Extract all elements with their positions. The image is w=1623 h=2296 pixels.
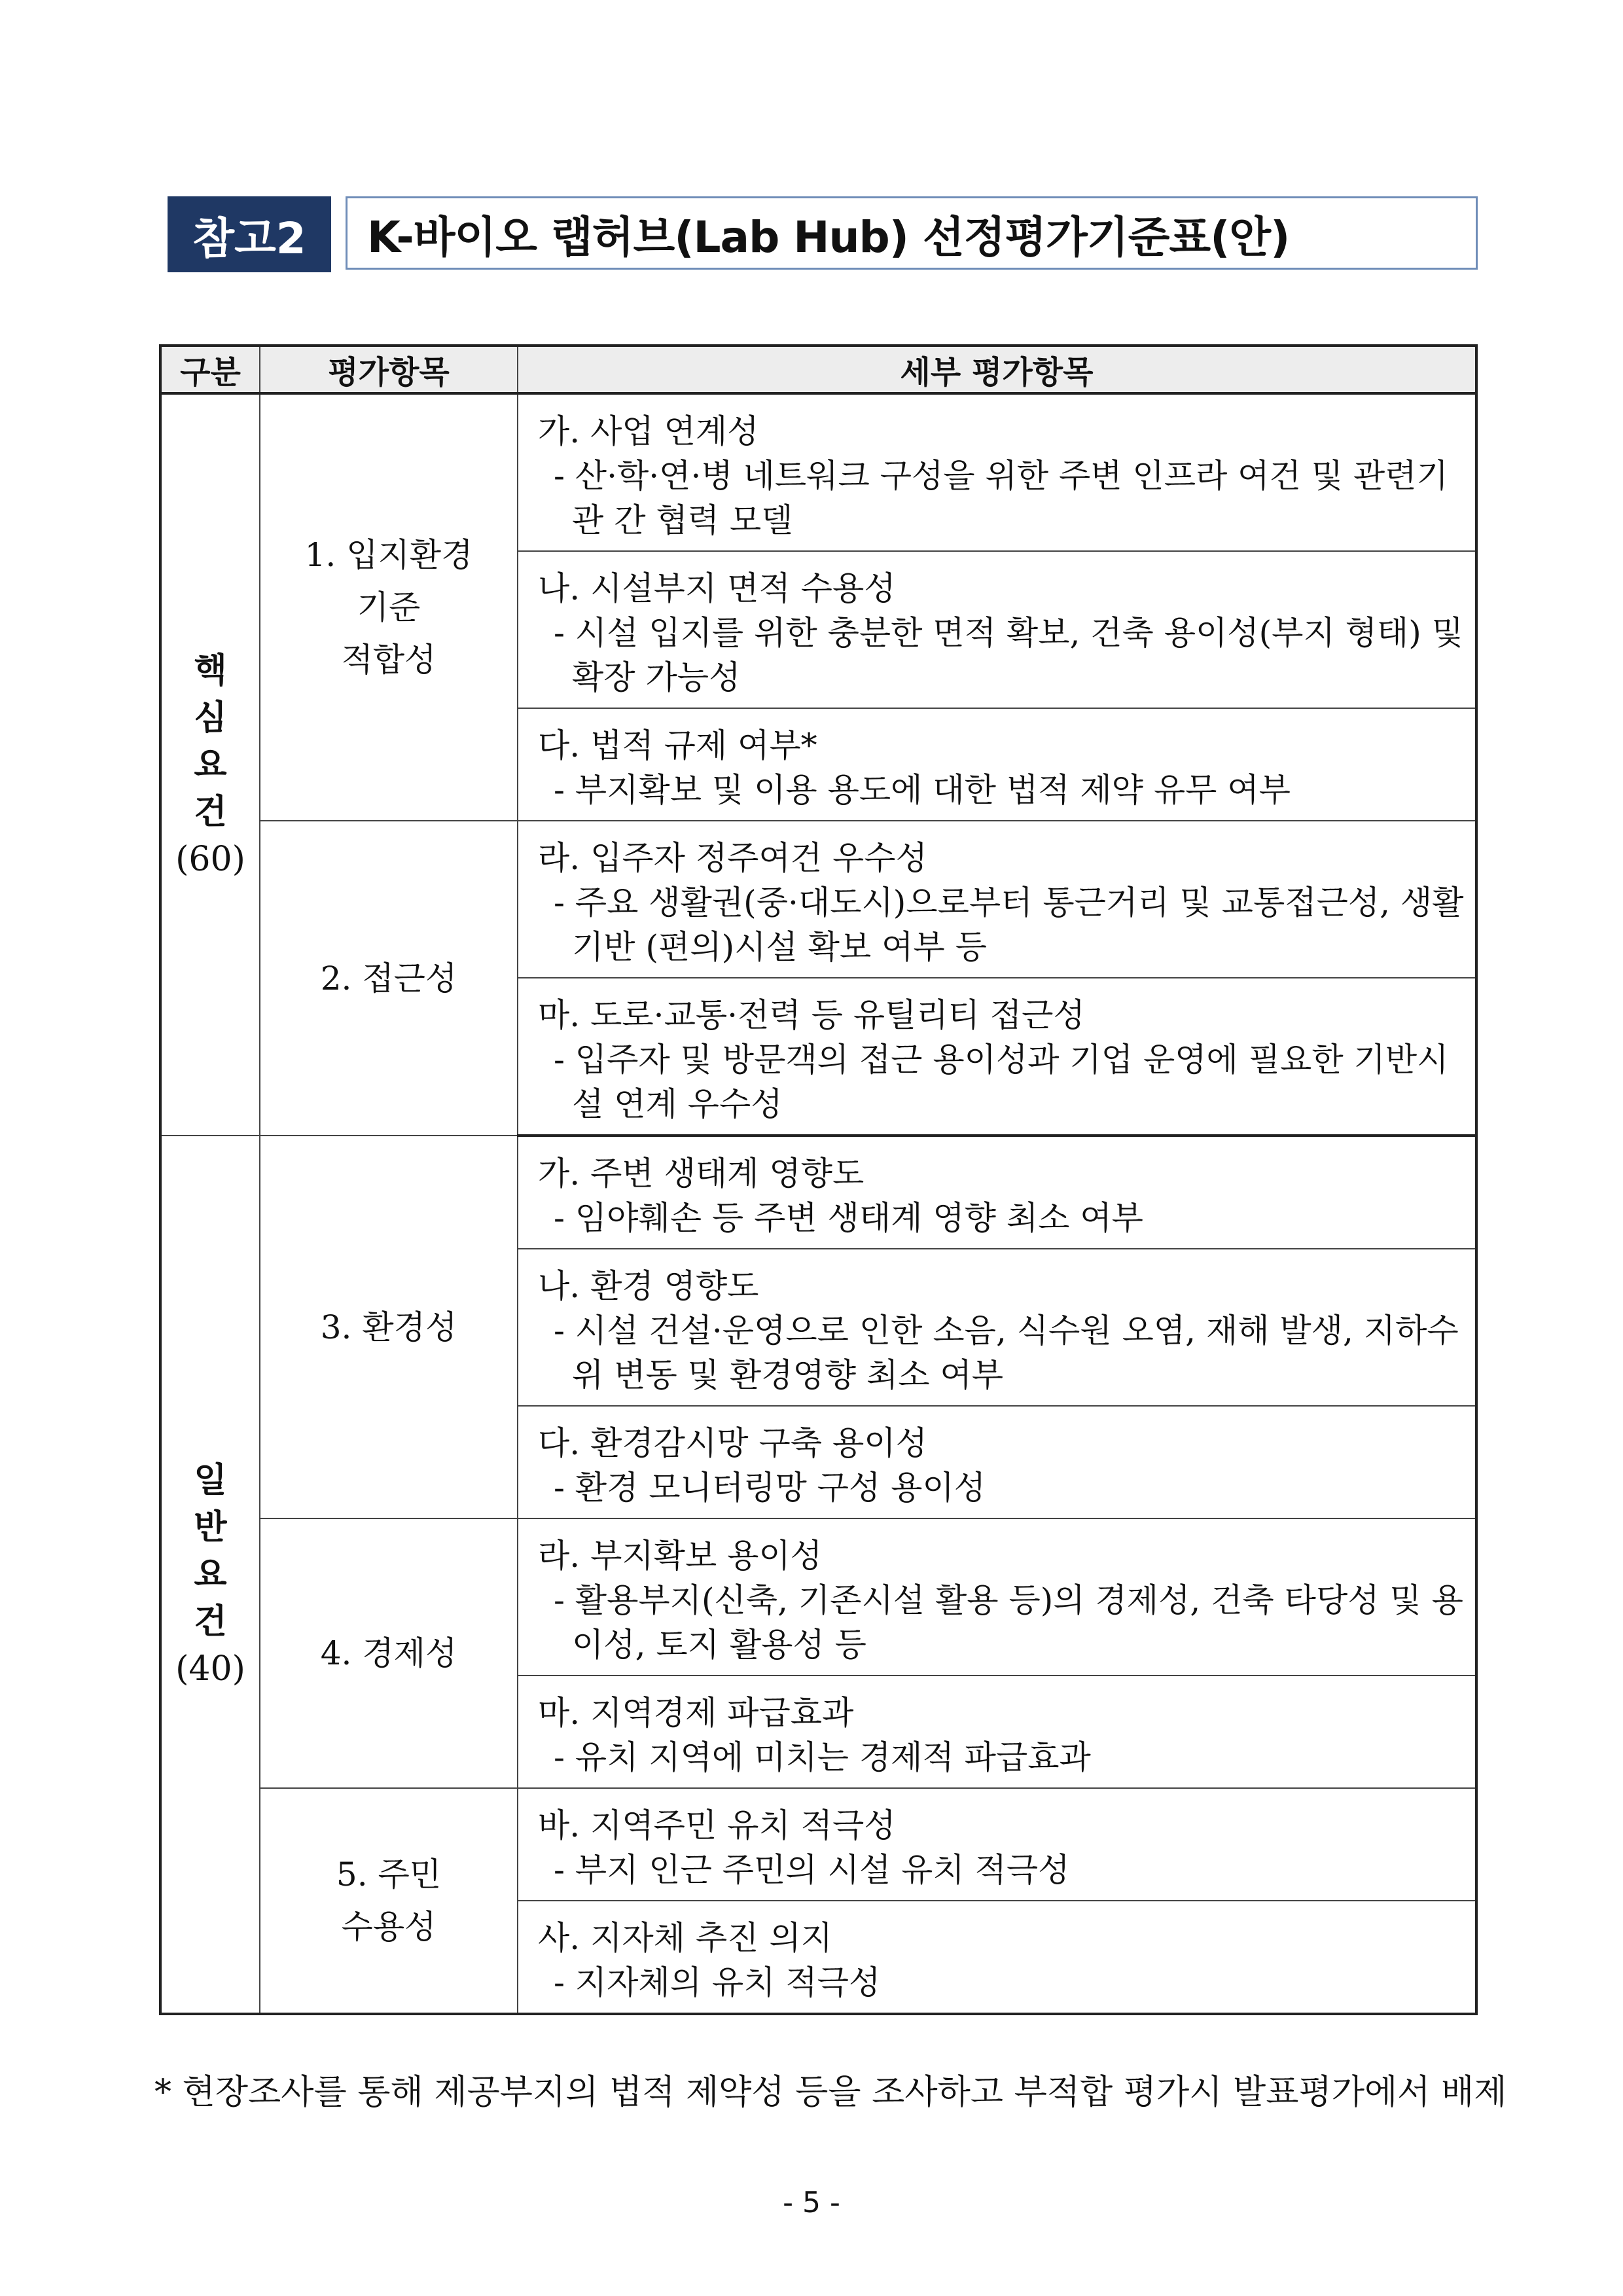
criterion-cell	[260, 1518, 518, 1788]
detail-item-cell	[518, 821, 1476, 978]
category-name: 핵 심 요 건	[194, 650, 227, 832]
detail-item-cell	[518, 1136, 1476, 1249]
table-row	[160, 821, 1476, 978]
detail-item-title: 사. 지자체 추진 의지	[538, 1919, 832, 1957]
detail-item-title: 라. 부지확보 용이성	[538, 1537, 823, 1575]
criterion-name: 4. 경제성	[320, 1634, 457, 1672]
criterion-name: 3. 환경성	[320, 1308, 457, 1346]
criterion-cell	[260, 821, 518, 1136]
category-cell	[160, 393, 260, 1136]
table-row	[160, 1136, 1476, 1249]
detail-item-description: - 환경 모니터링망 구성 용이성	[554, 1469, 986, 1507]
footnote: * 현장조사를 통해 제공부지의 법적 제약성 등을 조사하고 부적합 평가시 발표평가에서 배제	[154, 2073, 1507, 2112]
detail-item-cell	[518, 1788, 1476, 1901]
criterion-name: 1. 입지환경 기준 적합성	[304, 536, 473, 679]
detail-item-description: - 시설 건설·운영으로 인한 소음, 식수원 오염, 재해 발생, 지하수위 변동 및 환경영향 최소 여부	[554, 1312, 1459, 1394]
detail-item-cell	[518, 551, 1476, 708]
detail-item-title: 마. 도로·교통·전력 등 유틸리티 접근성	[538, 996, 1085, 1034]
detail-item-description: - 부지 인근 주민의 시설 유치 적극성	[554, 1851, 1070, 1889]
category-name: 일 반 요 건	[194, 1460, 227, 1641]
category-score: (40)	[175, 1649, 245, 1689]
detail-item-cell	[518, 1406, 1476, 1518]
criterion-cell	[260, 1136, 518, 1518]
detail-item-title: 바. 지역주민 유치 적극성	[538, 1806, 896, 1844]
table-header-row	[160, 346, 1476, 393]
detail-item-description: - 지자체의 유치 적극성	[554, 1964, 881, 2001]
page-number: - 5 -	[783, 2186, 840, 2219]
detail-item-description: - 임야훼손 등 주변 생태계 영향 최소 여부	[554, 1199, 1143, 1237]
detail-item-cell	[518, 708, 1476, 821]
detail-item-title: 나. 환경 영향도	[538, 1267, 759, 1305]
detail-item-description: - 유치 지역에 미치는 경제적 파급효과	[554, 1738, 1091, 1776]
criterion-name: 2. 접근성	[320, 959, 457, 997]
column-header-criterion: 평가항목	[260, 346, 518, 393]
detail-item-title: 다. 환경감시망 구축 용이성	[538, 1424, 927, 1462]
column-header-details: 세부 평가항목	[518, 346, 1476, 393]
detail-item-cell	[518, 978, 1476, 1136]
detail-item-description: - 산·학·연·병 네트워크 구성을 위한 주변 인프라 여건 및 관련기관 간 협력 모델	[554, 457, 1448, 539]
table-row	[160, 1518, 1476, 1676]
criterion-cell	[260, 1788, 518, 2014]
detail-item-description: - 주요 생활권(중·대도시)으로부터 통근거리 및 교통접근성, 생활 기반 (편의)시설 확보 여부 등	[554, 884, 1464, 966]
detail-item-title: 마. 지역경제 파급효과	[538, 1694, 854, 1732]
criterion-name: 5. 주민 수용성	[336, 1856, 442, 1946]
detail-item-cell	[518, 1901, 1476, 2014]
reference-tag: 참고2	[168, 196, 331, 272]
criteria-table-body	[160, 393, 1476, 2014]
detail-item-title: 가. 주변 생태계 영향도	[538, 1155, 865, 1193]
table-row	[160, 1788, 1476, 1901]
detail-item-cell	[518, 1676, 1476, 1788]
detail-item-cell	[518, 1518, 1476, 1676]
criteria-table	[159, 344, 1478, 2015]
detail-item-cell	[518, 393, 1476, 551]
detail-item-description: - 시설 입지를 위한 충분한 면적 확보, 건축 용이성(부지 형태) 및 확장 가능성	[554, 614, 1463, 696]
category-cell	[160, 1136, 260, 2014]
detail-item-description: - 입주자 및 방문객의 접근 용이성과 기업 운영에 필요한 기반시설 연계 우수성	[554, 1041, 1449, 1123]
detail-item-description: - 활용부지(신축, 기존시설 활용 등)의 경제성, 건축 타당성 및 용이성, 토지 활용성 등	[554, 1581, 1463, 1664]
detail-item-title: 다. 법적 규제 여부*	[538, 726, 817, 764]
detail-item-title: 나. 시설부지 면적 수용성	[538, 569, 896, 607]
table-row	[160, 393, 1476, 551]
category-score: (60)	[175, 839, 245, 879]
page-title: K-바이오 랩허브(Lab Hub) 선정평가기준표(안)	[346, 196, 1478, 270]
detail-item-cell	[518, 1249, 1476, 1406]
column-header-category: 구분	[160, 346, 260, 393]
criterion-cell	[260, 393, 518, 821]
detail-item-title: 라. 입주자 정주여건 우수성	[538, 839, 927, 877]
detail-item-description: - 부지확보 및 이용 용도에 대한 법적 제약 유무 여부	[554, 771, 1291, 809]
detail-item-title: 가. 사업 연계성	[538, 412, 759, 450]
page-header	[168, 196, 1480, 272]
